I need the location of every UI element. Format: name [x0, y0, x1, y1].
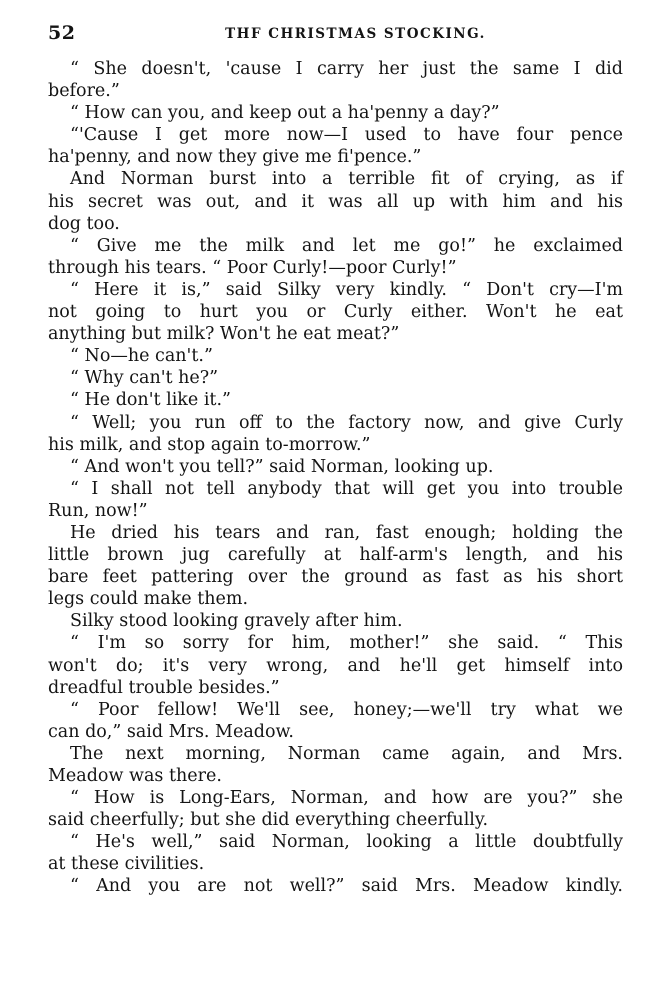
page-number: 52: [48, 22, 76, 44]
text-line: won't do; it's very wrong, and he'll get himself into: [48, 655, 623, 676]
text-line: “ No—he can't.”: [70, 346, 213, 367]
text-line: “ Why can't he?”: [70, 368, 219, 389]
body-text: [48, 58, 623, 898]
text-line: at these civilities.: [48, 854, 205, 875]
text-line: little brown jug carefully at half-arm's length, and his: [48, 545, 623, 566]
text-line: his secret was out, and it was all up with him and his: [48, 191, 623, 212]
text-line: legs could make them.: [48, 589, 249, 610]
text-line: “ Give me the milk and let me go!” he exclaimed: [70, 235, 623, 256]
text-line: “ He's well,” said Norman, looking a little doubtfully: [70, 832, 623, 853]
text-line: “ He don't like it.”: [70, 390, 231, 411]
text-line: “ Poor fellow! We'll see, honey;—we'll try what we: [70, 699, 623, 720]
text-line: The next morning, Norman came again, and Mrs.: [70, 743, 623, 764]
text-line: “ I'm so sorry for him, mother!” she said. “ This: [70, 633, 623, 654]
text-line: “ She doesn't, 'cause I carry her just the same I did: [70, 59, 623, 79]
text-line: “'Cause I get more now—I used to have four pence: [70, 125, 623, 146]
text-line: “ And you are not well?” said Mrs. Meadow kindly.: [70, 876, 623, 897]
text-line: ha'penny, and now they give me fi'pence.”: [48, 147, 422, 168]
text-line: can do,” said Mrs. Meadow.: [48, 721, 294, 742]
text-line: dog too.: [48, 213, 120, 234]
text-line: Silky stood looking gravely after him.: [70, 611, 403, 632]
page-header: [48, 18, 623, 46]
text-line: Meadow was there.: [48, 766, 222, 786]
text-line: through his tears. “ Poor Curly!—poor Curly!”: [48, 257, 457, 278]
text-line: “ And won't you tell?” said Norman, looking up.: [70, 456, 494, 477]
text-line: anything but milk? Won't he eat meat?”: [48, 324, 400, 345]
text-line: Run, now!”: [48, 500, 148, 521]
text-line: And Norman burst into a terrible fit of crying, as if: [70, 169, 623, 190]
text-line: dreadful trouble besides.”: [48, 677, 280, 698]
text-line: “ How is Long-Ears, Norman, and how are you?” she: [70, 788, 623, 809]
text-line: said cheerfully; but she did everything cheerfully.: [48, 810, 489, 831]
text-line: bare feet pattering over the ground as fast as his short: [48, 567, 623, 588]
text-line: before.”: [48, 81, 120, 102]
text-line: “ How can you, and keep out a ha'penny a day?”: [70, 103, 500, 124]
text-line: not going to hurt you or Curly either. Won't he eat: [48, 302, 623, 323]
text-line: He dried his tears and ran, fast enough; holding the: [70, 522, 623, 543]
text-line: “ I shall not tell anybody that will get you into trouble: [70, 478, 623, 499]
running-head: THF CHRISTMAS STOCKING.: [225, 26, 486, 42]
text-line: “ Well; you run off to the factory now, and give Curly: [70, 412, 623, 433]
text-line: his milk, and stop again to-morrow.”: [48, 434, 371, 455]
text-line: “ Here it is,” said Silky very kindly. “ Don't cry—I'm: [70, 279, 623, 300]
